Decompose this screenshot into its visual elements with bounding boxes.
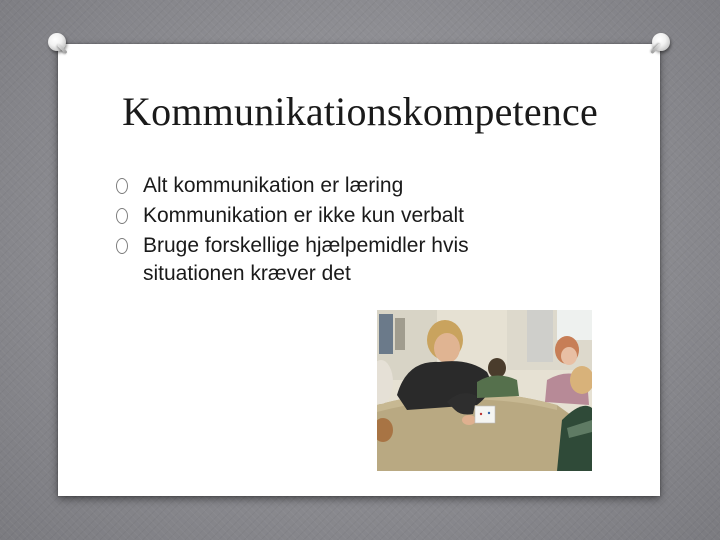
push-pin-left-icon [48, 33, 66, 51]
bullet-oval-icon [116, 208, 128, 224]
bullet-item [116, 202, 556, 230]
bullet-text: Alt kommunikation er læring [143, 174, 404, 197]
bullet-oval-icon [116, 178, 128, 194]
bullet-text: Bruge forskellige hjælpemidler hvis situationen kræver det [143, 234, 469, 285]
bullet-oval-icon [116, 238, 128, 254]
bullet-text: Kommunikation er ikke kun verbalt [143, 204, 464, 227]
slide-title: Kommunikationskompetence [122, 89, 598, 134]
bullet-list [116, 172, 556, 290]
bullet-item [116, 232, 556, 288]
classroom-photo [377, 310, 592, 471]
bullet-item [116, 172, 556, 200]
push-pin-right-icon [652, 33, 670, 51]
